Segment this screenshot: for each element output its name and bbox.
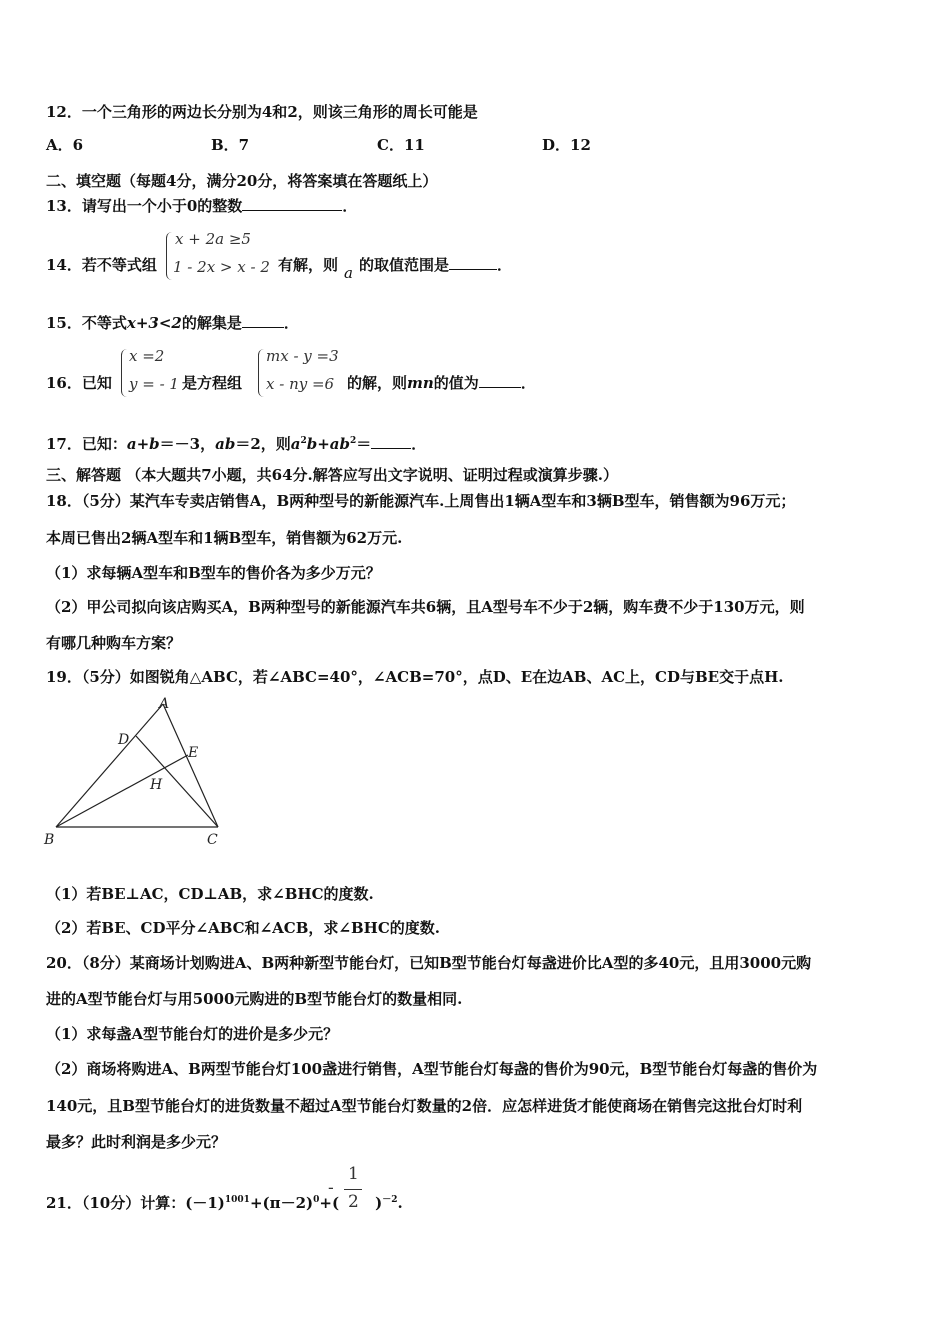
q16-suffix1: 的解，则 [347, 374, 408, 392]
q21-sup2: 0 [313, 1195, 320, 1205]
q17-end: ． [411, 435, 427, 453]
q15-prefix: 15．不等式 [46, 314, 127, 332]
q18-part2-b: 有哪几种购车方案？ [46, 634, 182, 652]
q17-answer-blank [371, 434, 411, 449]
q15 [46, 313, 299, 333]
q16-sys2-row1: mx - y =3 [266, 347, 339, 365]
q18-line2: 本周已售出2辆A型车和1辆B型车，销售额为62万元. [46, 529, 403, 547]
q14-end: ． [496, 256, 512, 274]
q13 [46, 196, 357, 216]
q21-frac-den: 2 [348, 1192, 359, 1212]
vertex-label-e: E [188, 745, 199, 761]
q18-line1: 18．（5分）某汽车专卖店销售A，B两种型号的新能源汽车.上周售出1辆A型车和3辆B型车，销售额为96万元； [46, 492, 796, 510]
q14-var: a [344, 264, 353, 282]
q16-brace1 [121, 349, 128, 397]
q17-c5: a [290, 435, 301, 453]
vertex-label-b: B [44, 832, 55, 848]
q17-c1: a+b [126, 435, 160, 453]
q13-text: 13．请写出一个小于0的整数 [46, 197, 243, 215]
q13-answer-blank [242, 196, 342, 211]
q17-c2: ＝－3， [159, 435, 216, 453]
q21-close: ) [375, 1194, 383, 1212]
q14-row1: x + 2a ≥5 [175, 230, 251, 248]
q16-sys1-row2: y = - 1 [129, 375, 179, 393]
q21-frac-sign: - [328, 1178, 334, 1198]
vertex-label-h: H [150, 777, 163, 793]
segment-cd [136, 736, 218, 827]
q17-c3: ab [215, 435, 236, 453]
q14-mid: 有解，则 [278, 256, 339, 274]
vertex-label-d: D [118, 732, 130, 748]
q16-system2 [258, 345, 348, 401]
q16-tail [347, 373, 536, 393]
q17-c4: ＝2，则 [235, 435, 291, 453]
q19-part1: （1）若BE⊥AC，CD⊥AB，求∠BHC的度数. [46, 885, 374, 903]
q19-stem: 19．（5分）如图锐角△ABC，若∠ABC=40°，∠ACB=70°，点D、E在边AB、AC上，CD与BE交于点H. [46, 668, 784, 686]
q18-part1: （1）求每辆A型车和B型车的售价各为多少万元？ [46, 564, 381, 582]
q17-c7: ＝ [356, 435, 372, 453]
q16-answer-blank [479, 373, 521, 388]
q16-system1 [121, 345, 185, 401]
q14-row2: 1 - 2x > x - 2 [173, 258, 270, 276]
q20-part2-c: 最多？此时利润是多少元？ [46, 1133, 227, 1151]
q20-line1: 20．（8分）某商场计划购进A、B两种新型节能台灯，已知B型节能台灯每盏进价比A型的多40元，且用3000元购 [46, 954, 812, 972]
q13-end: ． [342, 197, 358, 215]
q14-answer-blank [449, 255, 497, 270]
section2-heading: 二、填空题（每题4分，满分20分，将答案填在答题纸上） [46, 172, 438, 190]
q21-sup1: 1001 [224, 1195, 250, 1205]
segment-ac [163, 704, 218, 827]
q12-option-a: A．6 [46, 136, 84, 154]
vertex-label-c: C [207, 832, 218, 848]
q17-c5-sup: 2 [300, 436, 307, 446]
q17-c6: b+ab [306, 435, 351, 453]
q14-suffix: 的取值范围是 [358, 256, 449, 274]
q14-tail [278, 255, 512, 282]
q16-brace2 [258, 349, 265, 397]
q16-sys1-row1: x =2 [129, 347, 165, 365]
q21-prefix: 21．（10分）计算：(－1) [46, 1194, 225, 1212]
q12-stem: 12．一个三角形的两边长分别为4和2，则该三角形的周长可能是 [46, 103, 478, 121]
q21-fraction [328, 1164, 368, 1218]
q18-part2-a: （2）甲公司拟向该店购买A，B两种型号的新能源汽车共6辆，且A型号车不少于2辆，购车费不少于130万元，则 [46, 598, 805, 616]
q21-end: . [397, 1194, 403, 1212]
q16-prefix: 16．已知 [46, 374, 112, 392]
q21-mid2: +( [319, 1194, 340, 1212]
q21-mid: +(π－2) [249, 1194, 314, 1212]
triangle-figure [40, 695, 240, 855]
q17-c6-sup: 2 [350, 436, 357, 446]
q15-answer-blank [242, 313, 284, 328]
q17-prefix: 17．已知： [46, 435, 127, 453]
q16-var: mn [407, 374, 434, 392]
q12-option-d: D．12 [542, 136, 591, 154]
q12-option-c: C．11 [377, 136, 425, 154]
q15-suffix: 的解集是 [181, 314, 242, 332]
q14-prefix: 14．若不等式组 [46, 256, 157, 274]
q16-end: ． [520, 374, 536, 392]
q21-frac-num: 1 [348, 1164, 359, 1184]
q19-part2: （2）若BE、CD平分∠ABC和∠ACB，求∠BHC的度数. [46, 919, 441, 937]
segment-be [56, 755, 188, 827]
q20-part2-a: （2）商场将购进A、B两型节能台灯100盏进行销售，A型节能台灯每盏的售价为90元，B型节能台灯每盏的售价为 [46, 1060, 818, 1078]
q21-sup3: －2 [382, 1195, 398, 1205]
q17 [46, 431, 426, 454]
vertex-label-a: A [159, 696, 170, 712]
q15-end: ． [283, 314, 299, 332]
q16-suffix2: 的值为 [433, 374, 479, 392]
q16-mid: 是方程组 [182, 374, 243, 392]
q12-option-b: B．7 [211, 136, 250, 154]
q20-part2-b: 140元，且B型节能台灯的进货数量不超过A型节能台灯数量的2倍．应怎样进货才能使商场在销售完这批台灯时利 [46, 1097, 803, 1115]
q20-part1: （1）求每盏A型节能台灯的进价是多少元？ [46, 1025, 339, 1043]
q15-expr: x+3<2 [126, 314, 182, 332]
q14-brace [166, 232, 173, 280]
section3-heading: 三、解答题 （本大题共7小题，共64分.解答应写出文字说明、证明过程或演算步骤.） [46, 466, 618, 484]
q16-sys2-row2: x - ny =6 [266, 375, 335, 393]
q20-line2: 进的A型节能台灯与用5000元购进的B型节能台灯的数量相同. [46, 990, 463, 1008]
q21-frac-bar [344, 1189, 362, 1190]
q14-system [166, 228, 278, 284]
segment-ab [56, 704, 163, 827]
